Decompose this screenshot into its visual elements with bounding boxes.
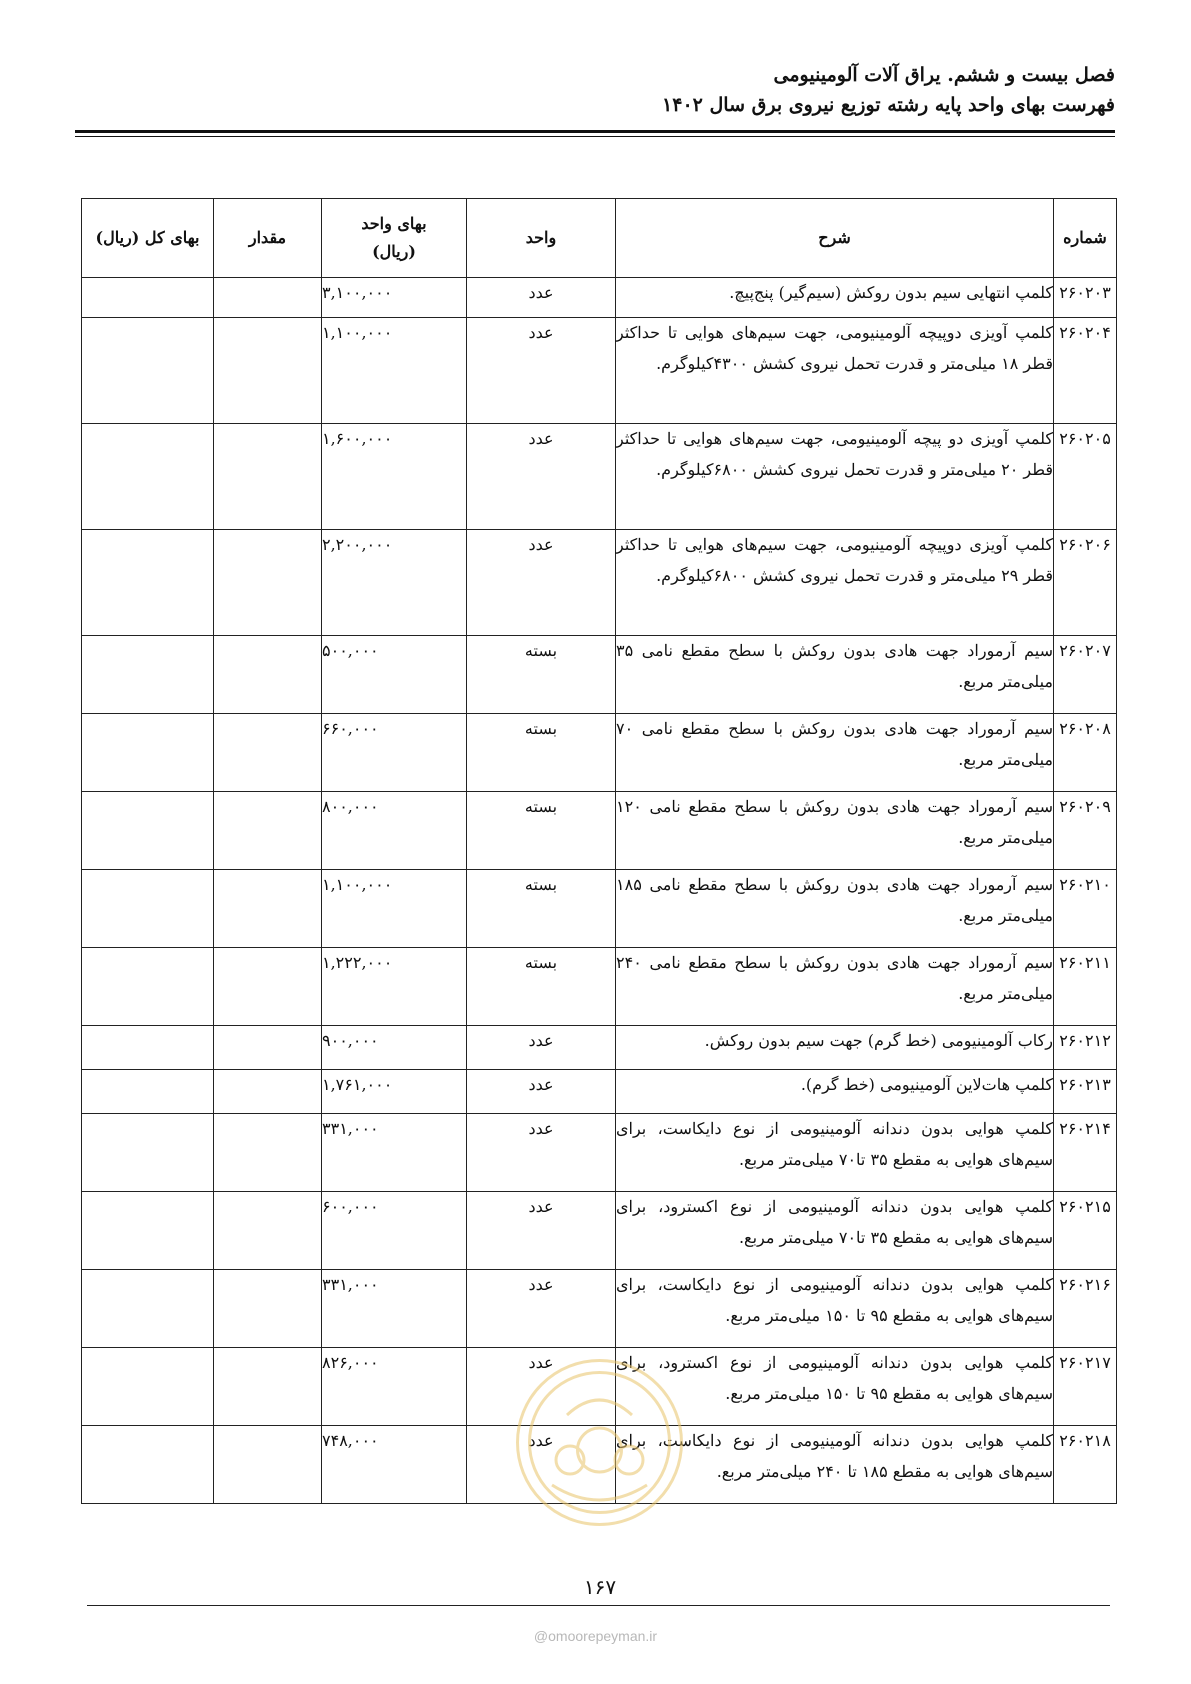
table-row: [82, 870, 1117, 948]
row-code: ۲۶۰۲۰۳: [1054, 278, 1117, 318]
row-unit-price: ۳۳۱,۰۰۰: [322, 1114, 467, 1192]
row-unit: بسته: [467, 714, 616, 792]
row-unit-price: ۲,۲۰۰,۰۰۰: [322, 530, 467, 636]
chapter-title: فصل بیست و ششم. یراق آلات آلومینیومی: [773, 64, 1115, 86]
row-unit: عدد: [467, 1426, 616, 1504]
row-unit: بسته: [467, 792, 616, 870]
row-unit-price: ۹۰۰,۰۰۰: [322, 1026, 467, 1070]
row-unit-price: ۵۰۰,۰۰۰: [322, 636, 467, 714]
row-unit-price: ۸۲۶,۰۰۰: [322, 1348, 467, 1426]
row-unit: عدد: [467, 1026, 616, 1070]
table-row: [82, 1026, 1117, 1070]
row-quantity: [214, 636, 322, 714]
row-unit: بسته: [467, 870, 616, 948]
row-unit: عدد: [467, 1192, 616, 1270]
header-description: شرح: [616, 199, 1054, 278]
row-unit-price: ۷۴۸,۰۰۰: [322, 1426, 467, 1504]
table-body: [82, 278, 1117, 1504]
row-total: [82, 792, 214, 870]
row-unit-price: ۱,۷۶۱,۰۰۰: [322, 1070, 467, 1114]
row-quantity: [214, 1026, 322, 1070]
row-total: [82, 1070, 214, 1114]
row-unit-price: ۱,۱۰۰,۰۰۰: [322, 870, 467, 948]
list-title: فهرست بهای واحد پایه رشته توزیع نیروی برق سال ۱۴۰۲: [662, 94, 1115, 116]
row-code: ۲۶۰۲۱۱: [1054, 948, 1117, 1026]
header-unit-price-label: بهای واحد (ریال): [361, 214, 427, 261]
row-quantity: [214, 278, 322, 318]
row-quantity: [214, 1070, 322, 1114]
row-code: ۲۶۰۲۱۶: [1054, 1270, 1117, 1348]
table-row: [82, 318, 1117, 424]
row-unit: عدد: [467, 318, 616, 424]
row-quantity: [214, 870, 322, 948]
row-code: ۲۶۰۲۰۵: [1054, 424, 1117, 530]
row-quantity: [214, 792, 322, 870]
row-total: [82, 424, 214, 530]
row-quantity: [214, 530, 322, 636]
row-description: سیم آرموراد جهت هادی بدون روکش با سطح مقطع نامی ۲۴۰ میلی‌متر مربع.: [616, 948, 1054, 1026]
row-quantity: [214, 948, 322, 1026]
row-code: ۲۶۰۲۱۳: [1054, 1070, 1117, 1114]
row-unit: عدد: [467, 1348, 616, 1426]
row-description: سیم آرموراد جهت هادی بدون روکش با سطح مقطع نامی ۷۰ میلی‌متر مربع.: [616, 714, 1054, 792]
row-description: کلمپ هوایی بدون دندانه آلومینیومی از نوع اکسترود، برای سیم‌های هوایی به مقطع ۳۵ تا۷۰ میلی‌متر مربع.: [616, 1192, 1054, 1270]
row-unit-price: ۶۶۰,۰۰۰: [322, 714, 467, 792]
table-row: [82, 1114, 1117, 1192]
row-description: سیم آرموراد جهت هادی بدون روکش با سطح مقطع نامی ۳۵ میلی‌متر مربع.: [616, 636, 1054, 714]
table-header-row: [82, 199, 1117, 278]
row-total: [82, 1348, 214, 1426]
row-description: کلمپ هوایی بدون دندانه آلومینیومی از نوع اکسترود، برای سیم‌های هوایی به مقطع ۹۵ تا ۱۵۰ میلی‌متر مربع.: [616, 1348, 1054, 1426]
header-total-price: بهای کل (ریال): [82, 199, 214, 278]
row-code: ۲۶۰۲۰۸: [1054, 714, 1117, 792]
row-quantity: [214, 1426, 322, 1504]
row-unit-price: ۳,۱۰۰,۰۰۰: [322, 278, 467, 318]
row-unit-price: ۱,۱۰۰,۰۰۰: [322, 318, 467, 424]
row-code: ۲۶۰۲۰۶: [1054, 530, 1117, 636]
row-description: کلمپ هات‌لاین آلومینیومی (خط گرم).: [616, 1070, 1054, 1114]
row-total: [82, 1192, 214, 1270]
page-number: ۱۶۷: [583, 1575, 617, 1599]
row-quantity: [214, 1270, 322, 1348]
row-unit-price: ۱,۶۰۰,۰۰۰: [322, 424, 467, 530]
price-table: [81, 198, 1117, 1504]
row-total: [82, 1426, 214, 1504]
row-total: [82, 948, 214, 1026]
row-code: ۲۶۰۲۰۷: [1054, 636, 1117, 714]
row-total: [82, 1270, 214, 1348]
row-total: [82, 636, 214, 714]
header-unit-price: [322, 199, 467, 278]
row-unit-price: ۳۳۱,۰۰۰: [322, 1270, 467, 1348]
row-total: [82, 1114, 214, 1192]
row-quantity: [214, 1114, 322, 1192]
header-rule-thin: [75, 136, 1115, 137]
header-quantity: مقدار: [214, 199, 322, 278]
table-row: [82, 948, 1117, 1026]
footer-rule: [87, 1605, 1110, 1606]
seal-watermark-icon: [512, 1355, 687, 1530]
row-code: ۲۶۰۲۱۰: [1054, 870, 1117, 948]
row-unit: عدد: [467, 1114, 616, 1192]
table-row: [82, 278, 1117, 318]
table-row: [82, 1192, 1117, 1270]
row-unit: بسته: [467, 636, 616, 714]
table-row: [82, 530, 1117, 636]
row-code: ۲۶۰۲۱۴: [1054, 1114, 1117, 1192]
row-description: کلمپ آویزی دوپیچه آلومینیومی، جهت سیم‌های هوایی تا حداکثر قطر ۲۹ میلی‌متر و قدرت تحمل نیروی کشش ۶۸۰۰کیلوگرم.: [616, 530, 1054, 636]
row-unit: عدد: [467, 530, 616, 636]
table-row: [82, 1070, 1117, 1114]
row-quantity: [214, 1348, 322, 1426]
row-description: سیم آرموراد جهت هادی بدون روکش با سطح مقطع نامی ۱۲۰ میلی‌متر مربع.: [616, 792, 1054, 870]
table-row: [82, 1270, 1117, 1348]
row-unit-price: ۱,۲۲۲,۰۰۰: [322, 948, 467, 1026]
row-description: کلمپ آویزی دو پیچه آلومینیومی، جهت سیم‌های هوایی تا حداکثر قطر ۲۰ میلی‌متر و قدرت تحمل نیروی کشش ۶۸۰۰کیلوگرم.: [616, 424, 1054, 530]
row-unit-price: ۸۰۰,۰۰۰: [322, 792, 467, 870]
header-code: شماره: [1054, 199, 1117, 278]
row-description: کلمپ آویزی دوپیچه آلومینیومی، جهت سیم‌های هوایی تا حداکثر قطر ۱۸ میلی‌متر و قدرت تحمل نیروی کشش ۴۳۰۰کیلوگرم.: [616, 318, 1054, 424]
row-code: ۲۶۰۲۰۹: [1054, 792, 1117, 870]
row-total: [82, 530, 214, 636]
row-unit: عدد: [467, 278, 616, 318]
header-rule-thick: [75, 130, 1115, 133]
watermark-url: @omoorepeyman.ir: [533, 1628, 658, 1644]
row-total: [82, 714, 214, 792]
row-unit: بسته: [467, 948, 616, 1026]
row-quantity: [214, 318, 322, 424]
page-header: [75, 60, 1115, 120]
row-unit: عدد: [467, 1270, 616, 1348]
row-unit: عدد: [467, 1070, 616, 1114]
header-unit: واحد: [467, 199, 616, 278]
row-code: ۲۶۰۲۰۴: [1054, 318, 1117, 424]
row-description: سیم آرموراد جهت هادی بدون روکش با سطح مقطع نامی ۱۸۵ میلی‌متر مربع.: [616, 870, 1054, 948]
row-total: [82, 318, 214, 424]
row-quantity: [214, 714, 322, 792]
row-description: کلمپ انتهایی سیم بدون روکش (سیم‌گیر) پنج‌پیچ.: [616, 278, 1054, 318]
row-code: ۲۶۰۲۱۸: [1054, 1426, 1117, 1504]
row-code: ۲۶۰۲۱۲: [1054, 1026, 1117, 1070]
row-total: [82, 870, 214, 948]
table-row: [82, 636, 1117, 714]
table-row: [82, 792, 1117, 870]
table-row: [82, 714, 1117, 792]
row-unit-price: ۶۰۰,۰۰۰: [322, 1192, 467, 1270]
row-description: رکاب آلومینیومی (خط گرم) جهت سیم بدون روکش.: [616, 1026, 1054, 1070]
row-code: ۲۶۰۲۱۷: [1054, 1348, 1117, 1426]
row-total: [82, 1026, 214, 1070]
row-description: کلمپ هوایی بدون دندانه آلومینیومی از نوع دایکاست، برای سیم‌های هوایی به مقطع ۹۵ تا ۱۵۰ میلی‌متر مربع.: [616, 1270, 1054, 1348]
row-description: کلمپ هوایی بدون دندانه آلومینیومی از نوع دایکاست، برای سیم‌های هوایی به مقطع ۳۵ تا۷۰ میلی‌متر مربع.: [616, 1114, 1054, 1192]
row-description: کلمپ هوایی بدون دندانه آلومینیومی از نوع دایکاست، برای سیم‌های هوایی به مقطع ۱۸۵ تا ۲۴۰ میلی‌متر مربع.: [616, 1426, 1054, 1504]
row-quantity: [214, 1192, 322, 1270]
row-code: ۲۶۰۲۱۵: [1054, 1192, 1117, 1270]
row-quantity: [214, 424, 322, 530]
row-total: [82, 278, 214, 318]
row-unit: عدد: [467, 424, 616, 530]
table-row: [82, 424, 1117, 530]
